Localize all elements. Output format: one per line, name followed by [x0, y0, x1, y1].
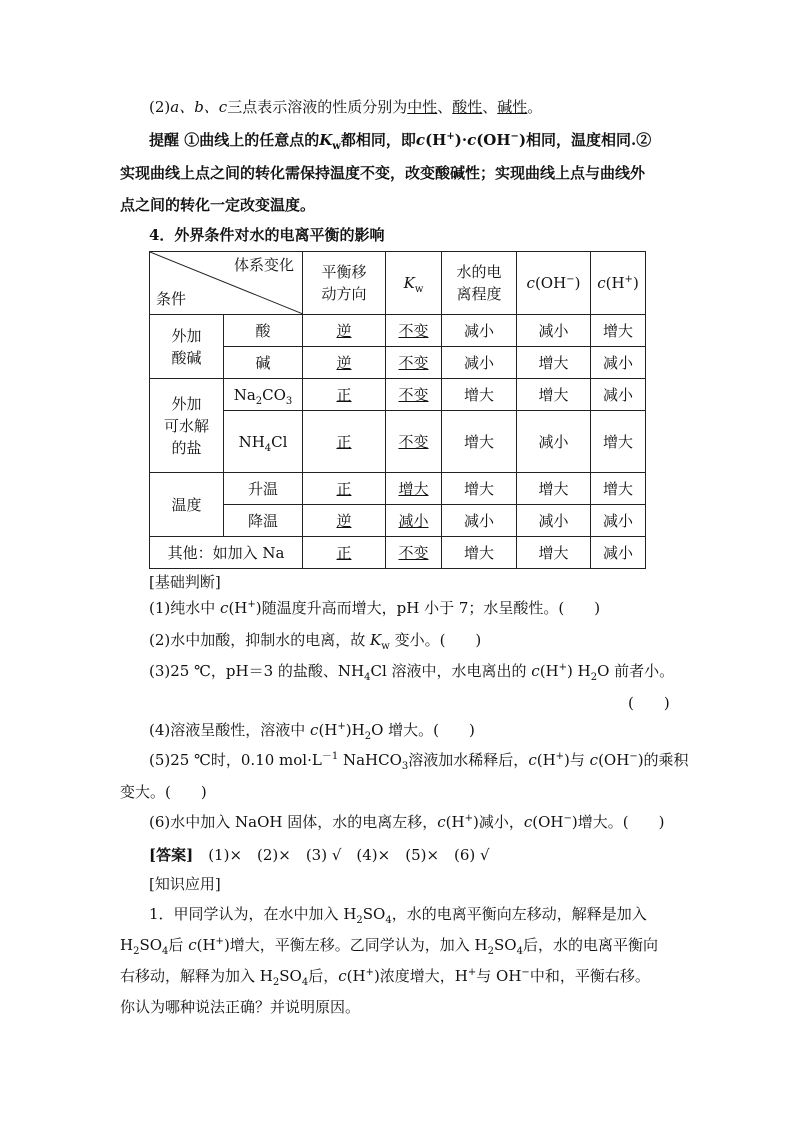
kw-subscript: w — [332, 141, 341, 152]
section-title: 4．外界条件对水的电离平衡的影响 — [149, 226, 385, 244]
q-text: (5)25 ℃时，0.10 mol·L — [149, 751, 322, 769]
header-text: 平衡移 — [321, 263, 367, 281]
group-salt — [150, 379, 224, 473]
judge-heading: [基础判断] — [149, 573, 221, 591]
answer-neutral: 中性 — [407, 98, 438, 116]
q-text: (H — [228, 599, 248, 617]
q-text: (4)溶液呈酸性，溶液中 — [149, 721, 311, 739]
line-text: 三点表示溶液的性质分别为 — [227, 98, 408, 116]
c-symbol: c — [437, 813, 446, 831]
oh-cell: 减小 — [517, 505, 591, 537]
answer-basic: 碱性 — [497, 98, 528, 116]
question-3-answer-blank[interactable]: ( ) — [628, 694, 670, 712]
header-c-h — [591, 252, 646, 315]
h-cell: 增大 — [591, 315, 646, 347]
answer-acidic: 酸性 — [452, 98, 483, 116]
formula-sub: 4 — [264, 442, 272, 454]
p-text: (H — [346, 967, 366, 985]
kw-symbol: K — [403, 274, 415, 292]
header-text: (OH — [534, 274, 567, 292]
question-5-line-2: 变大。( ) — [120, 783, 207, 801]
tip-text: (OH — [476, 131, 511, 149]
table-row — [150, 379, 646, 411]
p-text: 右移动，解释为加入 H — [120, 967, 273, 985]
header-degree — [442, 252, 517, 315]
header-text: (H — [605, 274, 625, 292]
degree-cell: 增大 — [442, 473, 517, 505]
header-c-oh — [517, 252, 591, 315]
header-text: 水的电 — [456, 263, 502, 281]
q-text: (H — [536, 751, 556, 769]
shift-cell: 正 — [303, 379, 386, 411]
shift-cell: 逆 — [303, 505, 386, 537]
item-number: (2) — [149, 98, 171, 116]
apply-para-line-1 — [149, 904, 647, 924]
p-text: SO — [279, 967, 302, 985]
oh-cell: 增大 — [517, 537, 591, 569]
q-text: ) H — [567, 662, 591, 680]
header-text: 离程度 — [456, 285, 502, 303]
q-text: )H — [345, 721, 365, 739]
group-text: 的盐 — [171, 438, 202, 457]
formula-part: NH — [238, 432, 265, 451]
degree-cell: 增大 — [442, 411, 517, 473]
p-text: ，水的电离平衡向左移动，解释是加入 — [391, 905, 647, 923]
formula-sub: 4 — [162, 946, 169, 957]
group-text: 可水解 — [163, 416, 209, 435]
p-text: 后，水的电离平衡向 — [522, 936, 658, 954]
oh-cell: 增大 — [517, 347, 591, 379]
formula-part: CO — [262, 385, 286, 404]
c-symbol: c — [531, 662, 540, 680]
kw-subscript: w — [414, 284, 424, 295]
h-cell: 减小 — [591, 537, 646, 569]
degree-cell: 增大 — [442, 379, 517, 411]
apply-para-line-3 — [120, 966, 650, 986]
header-shift — [303, 252, 386, 315]
kw-cell: 不变 — [386, 347, 442, 379]
answer-text: (1)× (2)× (3) √ (4)× (5)× (6) √ — [193, 846, 490, 864]
kw-cell: 不变 — [386, 315, 442, 347]
kw-cell: 减小 — [386, 505, 442, 537]
formula-part: Cl — [271, 432, 288, 451]
q-text: (3)25 ℃，pH＝3 的盐酸、NH — [149, 662, 365, 680]
charge-sup: + — [215, 936, 224, 947]
q-text: (H — [445, 813, 465, 831]
point-properties-line — [149, 97, 542, 117]
c-symbol: c — [589, 751, 599, 769]
group-text: 酸碱 — [171, 348, 202, 367]
formula-sub: 3 — [401, 761, 409, 772]
table-row — [150, 537, 646, 569]
formula-sub: 2 — [590, 672, 598, 683]
q-text: 变小。( ) — [389, 631, 482, 649]
water-ionization-table — [149, 251, 646, 569]
q-text: O 前者小。 — [597, 662, 675, 680]
c-symbol: c — [310, 721, 319, 739]
kw-cell: 不变 — [386, 411, 442, 473]
c-symbol: c — [220, 599, 229, 617]
cond-other: 其他：如加入 Na — [150, 537, 303, 569]
question-1 — [149, 598, 600, 618]
separator: 、 — [437, 98, 453, 116]
q-text: (2)水中加酸，抑制水的电离，故 — [149, 631, 371, 649]
tip-text: ①曲线上的任意点的 — [179, 131, 320, 149]
degree-cell: 增大 — [442, 537, 517, 569]
c-symbol: c — [523, 813, 533, 831]
question-5 — [149, 750, 689, 770]
formula-sub: 4 — [385, 915, 392, 926]
q-text: )与 — [564, 751, 590, 769]
c-symbol: c — [526, 274, 535, 292]
charge-sup: + — [555, 751, 565, 762]
header-corner-bottom: 条件 — [156, 290, 187, 308]
table-row — [150, 315, 646, 347]
p-text: 与 OH — [476, 967, 522, 985]
p-text: SO — [362, 905, 386, 923]
c-symbol: c — [338, 967, 347, 985]
formula-sub: 2 — [487, 946, 495, 957]
p-text: (H — [196, 936, 216, 954]
charge-sup: + — [624, 274, 633, 285]
tip-text: )· — [454, 131, 468, 149]
q-text: (OH — [598, 751, 630, 769]
cond-cell: 降温 — [224, 505, 303, 537]
cond-cell: 酸 — [224, 315, 303, 347]
q-text: O 增大。( ) — [371, 721, 475, 739]
degree-cell: 减小 — [442, 315, 517, 347]
h-cell: 减小 — [591, 379, 646, 411]
period: 。 — [527, 98, 543, 116]
header-text: 动方向 — [321, 285, 367, 303]
p-text: SO — [139, 936, 163, 954]
oh-cell: 增大 — [517, 473, 591, 505]
c-symbol: c — [415, 131, 426, 149]
answer-label: [答案] — [149, 846, 194, 864]
tip-text: (H — [425, 131, 447, 149]
shift-cell: 逆 — [303, 315, 386, 347]
h-cell: 增大 — [591, 473, 646, 505]
h-cell: 减小 — [591, 505, 646, 537]
group-text: 外加 — [171, 394, 202, 413]
formula-sub: 3 — [285, 395, 293, 407]
header-corner-top: 体系变化 — [233, 256, 294, 274]
shift-cell: 正 — [303, 473, 386, 505]
oh-cell: 减小 — [517, 411, 591, 473]
oh-cell: 增大 — [517, 379, 591, 411]
p-text: 后， — [308, 967, 339, 985]
shift-cell: 正 — [303, 411, 386, 473]
p-text: )增大，平衡左移。乙同学认为，加入 H — [223, 936, 488, 954]
apply-para-line-4: 你认为哪种说法正确？并说明原因。 — [120, 998, 361, 1016]
p-text: H — [120, 936, 134, 954]
header-text: ) — [574, 274, 581, 292]
oh-cell: 减小 — [517, 315, 591, 347]
q-text: (H — [318, 721, 338, 739]
formula-sub: 4 — [301, 977, 309, 988]
points-abc: a、b、c — [170, 98, 228, 116]
header-text: ) — [632, 274, 639, 292]
tip-label: 提醒 — [149, 131, 180, 149]
header-kw — [386, 252, 442, 315]
table-row — [150, 505, 646, 537]
table-row — [150, 411, 646, 473]
charge-sup: − — [566, 274, 575, 285]
apply-para-line-2 — [120, 935, 658, 955]
p-text: 中和，平衡右移。 — [529, 967, 650, 985]
unit-sup: －1 — [321, 751, 339, 762]
h-cell: 增大 — [591, 411, 646, 473]
q-text: )随温度升高而增大，pH 小于 7；水呈酸性。( ) — [255, 599, 601, 617]
apply-heading: [知识应用] — [149, 875, 221, 893]
h-cell: 减小 — [591, 347, 646, 379]
charge-sup: + — [467, 967, 477, 978]
charge-sup: + — [365, 967, 374, 978]
formula-sub: 2 — [356, 915, 363, 926]
kw-symbol: K — [319, 131, 333, 149]
c-symbol: c — [188, 936, 197, 954]
question-3 — [149, 661, 674, 681]
kw-subscript: w — [381, 641, 390, 652]
kw-symbol: K — [370, 631, 382, 649]
p-text: )浓度增大，H — [373, 967, 468, 985]
charge-sup: − — [510, 131, 519, 142]
tip-text: 都相同，即 — [340, 131, 416, 149]
formula-sub: 4 — [516, 946, 523, 957]
formula-sub: 2 — [364, 731, 372, 742]
question-4 — [149, 720, 475, 740]
formula-sub: 4 — [364, 672, 371, 683]
tip-line-1 — [149, 130, 651, 150]
tip-text: )相同，温度相同.② — [518, 131, 652, 149]
cond-cell — [224, 411, 303, 473]
question-6 — [149, 812, 664, 832]
kw-cell: 不变 — [386, 379, 442, 411]
p-text: SO — [494, 936, 517, 954]
table-row — [150, 473, 646, 505]
table-header-row — [150, 252, 646, 315]
cond-cell: 碱 — [224, 347, 303, 379]
shift-cell: 正 — [303, 537, 386, 569]
shift-cell: 逆 — [303, 347, 386, 379]
group-acid-base — [150, 315, 224, 379]
group-temperature: 温度 — [150, 473, 224, 537]
charge-sup: − — [629, 751, 638, 762]
q-text: (1)纯水中 — [149, 599, 221, 617]
charge-sup: + — [446, 131, 455, 142]
kw-cell: 增大 — [386, 473, 442, 505]
q-text: (6)水中加入 NaOH 固体，水的电离左移， — [149, 813, 438, 831]
charge-sup: + — [247, 599, 256, 610]
charge-sup: − — [563, 813, 572, 824]
formula-sub: 2 — [133, 946, 140, 957]
charge-sup: − — [521, 967, 530, 978]
question-2 — [149, 630, 481, 650]
c-symbol: c — [467, 131, 477, 149]
answer-line — [149, 845, 490, 865]
formula-sub: 2 — [272, 977, 280, 988]
charge-sup: + — [337, 721, 346, 732]
tip-line-3: 点之间的转化一定改变温度。 — [120, 196, 316, 214]
separator: 、 — [482, 98, 498, 116]
q-text: NaHCO — [338, 751, 402, 769]
kw-cell: 不变 — [386, 537, 442, 569]
charge-sup: + — [558, 662, 568, 673]
degree-cell: 减小 — [442, 505, 517, 537]
q-text: (H — [539, 662, 559, 680]
cond-cell: 升温 — [224, 473, 303, 505]
q-text: 溶液加水稀释后， — [408, 751, 529, 769]
q-text: )减小， — [472, 813, 524, 831]
c-symbol: c — [597, 274, 606, 292]
c-symbol: c — [528, 751, 537, 769]
p-text: 后 — [168, 936, 189, 954]
q-text: (OH — [532, 813, 564, 831]
formula-part: Na — [233, 385, 256, 404]
group-text: 外加 — [171, 326, 202, 345]
degree-cell: 减小 — [442, 347, 517, 379]
q-text: Cl 溶液中，水电离出的 — [370, 662, 532, 680]
cond-cell — [224, 379, 303, 411]
table-row — [150, 347, 646, 379]
charge-sup: + — [464, 813, 473, 824]
q-text: )增大。( ) — [571, 813, 665, 831]
formula-sub: 2 — [255, 395, 263, 407]
p-text: 1．甲同学认为，在水中加入 H — [149, 905, 357, 923]
q-text: )的乘积 — [637, 751, 689, 769]
header-corner — [150, 252, 303, 315]
tip-line-2: 实现曲线上点之间的转化需保持温度不变，改变酸碱性；实现曲线上点与曲线外 — [120, 164, 646, 182]
